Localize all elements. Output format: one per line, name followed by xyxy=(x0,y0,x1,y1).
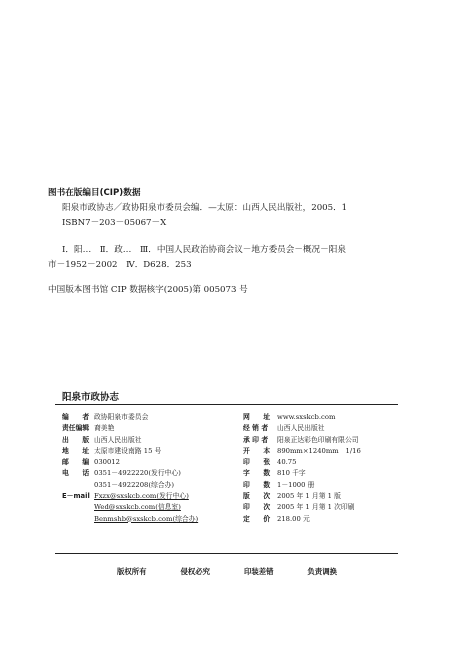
info-label: 经 销 者 xyxy=(243,424,269,433)
email-link[interactable]: Benmshb@sxskcb.com(综合办) xyxy=(94,514,199,523)
info-label: 定 价 xyxy=(243,514,271,523)
divider-bottom xyxy=(55,553,398,554)
info-row xyxy=(62,514,240,525)
book-title: 阳泉市政协志 xyxy=(62,392,120,403)
publisher-info-left xyxy=(62,412,240,525)
info-row xyxy=(62,457,240,468)
info-value: 40.75 xyxy=(277,458,297,467)
info-label: 网 址 xyxy=(243,413,271,421)
footer-text: 侵权必究 xyxy=(180,567,211,576)
info-label: 开 本 xyxy=(243,446,271,455)
cip-line-1: 阳泉市政协志／政协阳泉市委员会编．—太原：山西人民出版社，2005．1 xyxy=(62,203,348,213)
info-value: 阳泉正达彩色印刷有限公司 xyxy=(277,435,359,444)
cip-record: 中国版本图书馆 CIP 数据核字(2005)第 005073 号 xyxy=(48,285,248,295)
info-row xyxy=(243,446,403,457)
email-link[interactable]: Wed@sxskcb.com(信息室) xyxy=(94,503,181,512)
info-row xyxy=(243,457,403,468)
info-label: 编 者 xyxy=(62,413,90,421)
info-row xyxy=(243,435,403,446)
info-value: 裔美艳 xyxy=(94,424,115,433)
info-row xyxy=(62,446,240,457)
cip-isbn: ISBN7－203－05067－X xyxy=(62,218,167,228)
cip-block xyxy=(48,186,420,298)
info-label: 电 话 xyxy=(62,469,90,478)
info-row xyxy=(62,502,240,513)
info-value: 政协阳泉市委员会 xyxy=(94,413,149,421)
info-row xyxy=(62,480,240,491)
info-value: 0351－4922220(发行中心) xyxy=(94,469,181,478)
info-label xyxy=(62,480,94,491)
email-link[interactable]: Fxzx@sxskcb.com(发行中心) xyxy=(94,492,189,501)
info-row xyxy=(62,491,240,502)
publisher-info-right xyxy=(243,412,403,525)
info-label: 承 印 者 xyxy=(243,435,269,444)
info-label: 字 数 xyxy=(243,469,271,478)
info-value: 0351－4922208(综合办) xyxy=(94,480,175,489)
copyright-notice xyxy=(117,566,337,577)
info-row xyxy=(243,423,403,434)
info-row xyxy=(243,491,403,502)
info-value: 太原市建设南路 15 号 xyxy=(94,446,162,455)
info-row xyxy=(243,502,403,513)
info-value: 890mm×1240mm 1/16 xyxy=(277,446,361,455)
info-label: 邮 编 xyxy=(62,458,90,467)
info-value: 山西人民出版社 xyxy=(277,424,325,433)
info-label: 印 数 xyxy=(243,480,271,489)
info-label xyxy=(62,502,94,513)
info-value: 218.00 元 xyxy=(277,514,310,523)
cip-classification-2: 市－1952－2002 Ⅳ．D628．253 xyxy=(48,260,192,270)
info-value: 810 千字 xyxy=(277,469,306,478)
info-value: 2005 年 1 月第 1 版 xyxy=(277,492,341,501)
info-row xyxy=(243,468,403,479)
info-row xyxy=(62,468,240,479)
cip-title: 图书在版编目(CIP)数据 xyxy=(48,188,141,198)
cip-classification-1: Ⅰ．阳… Ⅱ．政… Ⅲ．中国人民政治协商会议－地方委员会－概况－阳泉 xyxy=(62,245,346,255)
info-value: 山西人民出版社 xyxy=(94,435,142,444)
info-label: 出 版 xyxy=(62,435,90,444)
info-row xyxy=(243,480,403,491)
info-row xyxy=(62,423,240,434)
divider-top xyxy=(55,404,398,405)
info-label xyxy=(62,514,94,525)
info-label: 印 次 xyxy=(243,503,271,512)
footer-text: 负责调换 xyxy=(307,567,337,576)
info-value: 030012 xyxy=(94,458,120,467)
info-label: E－mail xyxy=(62,492,90,501)
footer-text: 印装差错 xyxy=(243,567,274,576)
footer-text: 版权所有 xyxy=(117,567,147,576)
info-row xyxy=(243,412,403,423)
info-value: 2005 年 1 月第 1 次印刷 xyxy=(277,503,355,512)
info-label: 地 址 xyxy=(62,446,90,455)
info-value: 1－1000 册 xyxy=(277,480,315,489)
website-link[interactable]: www.sxskcb.com xyxy=(277,413,336,421)
info-row xyxy=(62,412,240,423)
info-label: 责任编辑 xyxy=(62,424,90,433)
info-label: 印 张 xyxy=(243,458,271,467)
info-row xyxy=(62,435,240,446)
info-row xyxy=(243,514,403,525)
info-label: 版 次 xyxy=(243,492,271,501)
